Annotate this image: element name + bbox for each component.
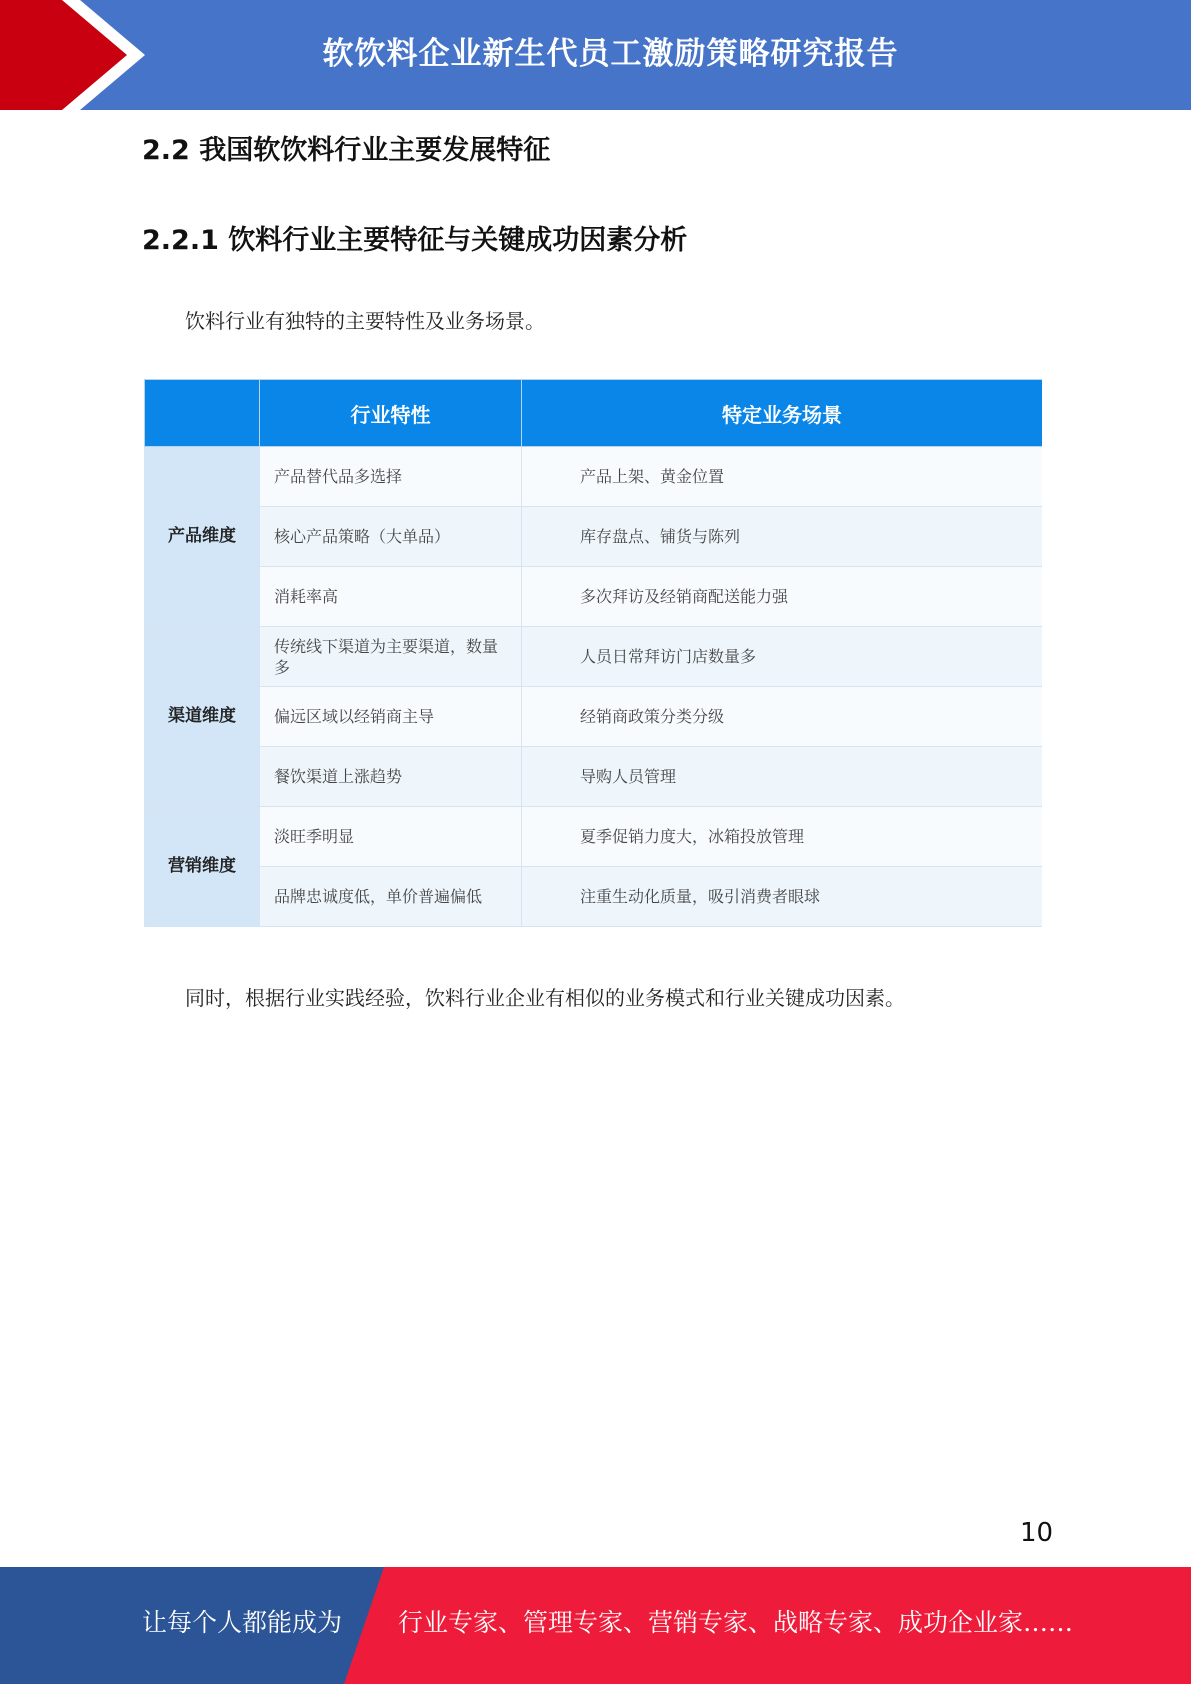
scenario-cell: 多次拜访及经销商配送能力强 [522,567,1043,627]
table-row [145,627,1043,687]
characteristic-cell: 传统线下渠道为主要渠道，数量多 [260,627,522,687]
scenario-cell: 人员日常拜访门店数量多 [522,627,1043,687]
section-heading: 2.2 我国软饮料行业主要发展特征 [142,135,551,166]
table-row [145,867,1043,927]
dimension-cell: 渠道维度 [145,627,260,807]
dimension-cell: 营销维度 [145,807,260,927]
table-row [145,687,1043,747]
scenario-cell: 库存盘点、铺货与陈列 [522,507,1043,567]
scenario-cell: 注重生动化质量，吸引消费者眼球 [522,867,1043,927]
scenario-cell: 产品上架、黄金位置 [522,447,1043,507]
scenario-cell: 经销商政策分类分级 [522,687,1043,747]
table-header-cell: 行业特性 [260,380,522,447]
page-number: 10 [1020,1518,1054,1548]
closing-paragraph: 同时，根据行业实践经验，饮料行业企业有相似的业务模式和行业关键成功因素。 [185,986,905,1010]
characteristic-cell: 消耗率高 [260,567,522,627]
table-row [145,567,1043,627]
characteristics-table [144,379,1042,927]
characteristic-cell: 餐饮渠道上涨趋势 [260,747,522,807]
subsection-heading: 2.2.1 饮料行业主要特征与关键成功因素分析 [142,225,688,256]
footer-banner [0,1567,1191,1684]
characteristic-cell: 核心产品策略（大单品） [260,507,522,567]
characteristic-cell: 偏远区域以经销商主导 [260,687,522,747]
table-row [145,807,1043,867]
table-row [145,507,1043,567]
dimension-cell: 产品维度 [145,447,260,627]
table-header-cell [145,380,260,447]
report-title: 软饮料企业新生代员工激励策略研究报告 [322,35,899,72]
table-header-row [145,380,1043,447]
table-header-cell: 特定业务场景 [522,380,1043,447]
header-banner [0,0,1191,110]
characteristic-cell: 淡旺季明显 [260,807,522,867]
characteristic-cell: 品牌忠诚度低，单价普遍偏低 [260,867,522,927]
footer-slogan-left: 让每个人都能成为 [142,1608,343,1637]
scenario-cell: 导购人员管理 [522,747,1043,807]
table-row [145,747,1043,807]
scenario-cell: 夏季促销力度大，冰箱投放管理 [522,807,1043,867]
table-row [145,447,1043,507]
footer-slogan-right: 行业专家、管理专家、营销专家、战略专家、成功企业家…… [398,1608,1074,1637]
intro-paragraph: 饮料行业有独特的主要特性及业务场景。 [185,309,545,333]
characteristic-cell: 产品替代品多选择 [260,447,522,507]
